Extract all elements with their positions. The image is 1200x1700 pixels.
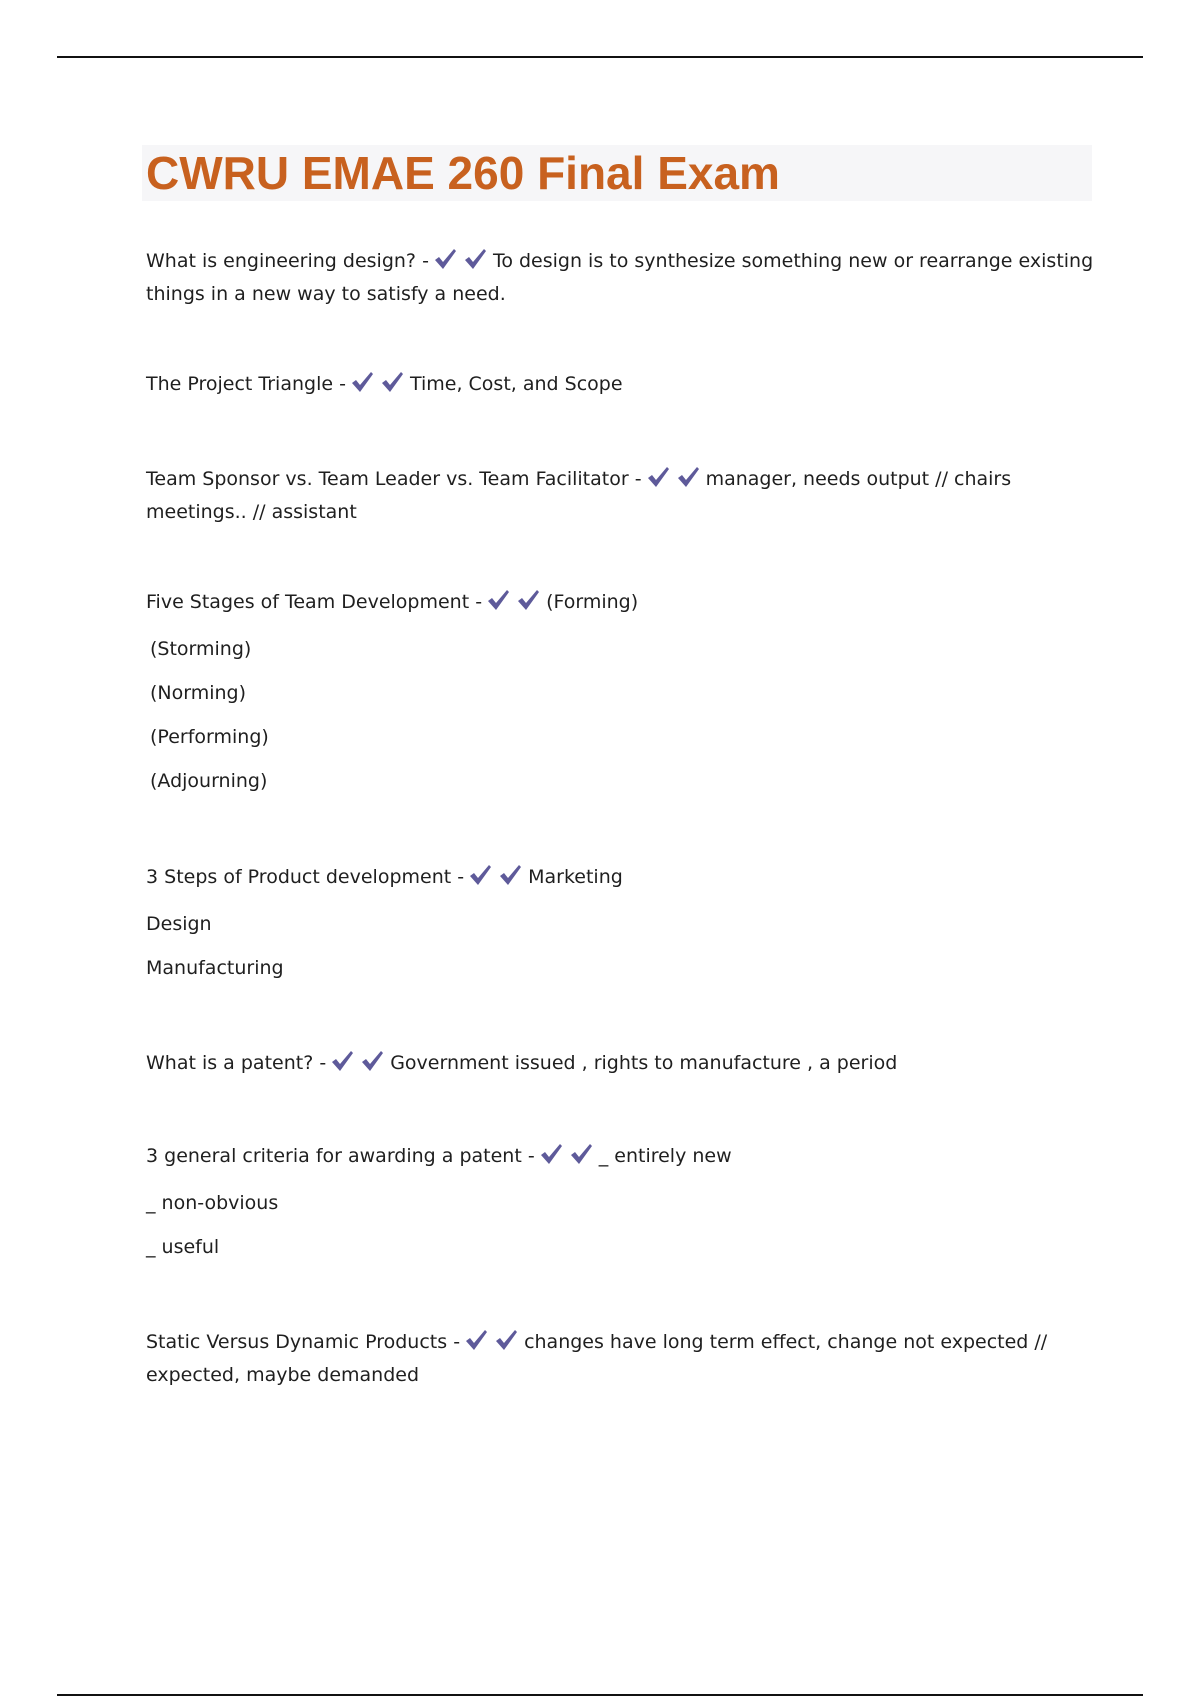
double-check-icon	[464, 1329, 520, 1360]
document-title: CWRU EMAE 260 Final Exam	[146, 147, 780, 199]
checkmark-shape	[352, 372, 373, 392]
question-text: What is a patent?	[146, 1052, 314, 1074]
checkmark-shape	[648, 467, 669, 487]
question-text: Five Stages of Team Development	[146, 591, 470, 613]
question-text: The Project Triangle	[146, 373, 334, 395]
checkmark-icon	[330, 1050, 354, 1072]
question-text: Team Sponsor vs. Team Leader vs. Team Facilitator	[146, 468, 629, 490]
checkmark-shape	[470, 865, 491, 885]
qa-main-line	[146, 587, 1096, 620]
answer-line: (Adjourning)	[150, 770, 268, 792]
checkmark-shape	[496, 1330, 517, 1350]
qa-item	[146, 587, 1096, 796]
checkmark-icon	[468, 864, 492, 886]
separator: -	[416, 250, 429, 272]
double-check-icon	[468, 864, 524, 895]
question-text: 3 Steps of Product development	[146, 866, 452, 888]
separator: -	[469, 591, 483, 613]
separator: -	[521, 1145, 535, 1167]
checkmark-icon	[360, 1050, 384, 1072]
qa-item	[146, 862, 1096, 983]
checkmark-icon	[516, 589, 540, 611]
qa-item	[146, 246, 1096, 309]
double-check-icon	[350, 371, 406, 402]
double-check-icon	[486, 589, 542, 620]
checkmark-shape	[465, 249, 486, 269]
answer-text: To design is to synthesize something new or rearrange existing things in a new way to satisfy a need.	[146, 250, 1094, 305]
answer-text: manager, needs output // chairs meetings.. // assistant	[146, 468, 1012, 523]
question-text: 3 general criteria for awarding a patent	[146, 1145, 522, 1167]
checkmark-icon	[463, 248, 487, 270]
separator: -	[313, 1052, 327, 1074]
separator: -	[451, 866, 465, 888]
qa-main-line	[146, 246, 1096, 309]
double-check-icon	[330, 1050, 386, 1081]
checkmark-shape	[435, 249, 456, 269]
separator: -	[447, 1331, 461, 1353]
answer-line: _ non-obvious	[146, 1192, 279, 1214]
qa-main-line	[146, 464, 1096, 527]
checkmark-shape	[332, 1051, 353, 1071]
answer-line: Design	[146, 913, 212, 935]
checkmark-icon	[498, 864, 522, 886]
checkmark-icon	[646, 466, 670, 488]
answer-line: Manufacturing	[146, 957, 284, 979]
double-check-icon	[433, 248, 489, 279]
bottom-rule	[57, 1694, 1143, 1696]
checkmark-shape	[571, 1144, 592, 1164]
question-text: What is engineering design?	[146, 250, 417, 272]
checkmark-shape	[382, 372, 403, 392]
checkmark-icon	[676, 466, 700, 488]
checkmark-icon	[494, 1329, 518, 1351]
checkmark-shape	[362, 1051, 383, 1071]
checkmark-shape	[678, 467, 699, 487]
checkmark-icon	[464, 1329, 488, 1351]
answer-line: (Storming)	[150, 638, 252, 660]
answer-line: (Performing)	[150, 726, 269, 748]
checkmark-icon	[486, 589, 510, 611]
top-rule	[57, 56, 1143, 58]
qa-item	[146, 464, 1096, 527]
qa-item	[146, 1141, 1096, 1262]
checkmark-shape	[466, 1330, 487, 1350]
qa-main-line	[146, 1141, 1096, 1174]
answer-text: (Forming)	[546, 591, 639, 613]
question-text: Static Versus Dynamic Products	[146, 1331, 448, 1353]
checkmark-shape	[500, 865, 521, 885]
qa-item	[146, 1048, 1096, 1081]
qa-item	[146, 1327, 1096, 1390]
qa-main-line	[146, 1048, 1096, 1081]
separator: -	[333, 373, 346, 395]
checkmark-icon	[569, 1143, 593, 1165]
double-check-icon	[539, 1143, 595, 1174]
answer-text: Marketing	[528, 866, 623, 888]
answer-text: Government issued , rights to manufacture , a period	[390, 1052, 898, 1074]
separator: -	[628, 468, 642, 490]
answer-text: changes have long term effect, change not expected // expected, maybe demanded	[146, 1331, 1048, 1386]
qa-item	[146, 369, 1096, 402]
checkmark-icon	[539, 1143, 563, 1165]
checkmark-icon	[433, 248, 457, 270]
checkmark-icon	[380, 371, 404, 393]
answer-text: Time, Cost, and Scope	[409, 373, 623, 395]
answer-text: _ entirely new	[598, 1145, 732, 1167]
qa-main-line	[146, 369, 1096, 402]
qa-main-line	[146, 862, 1096, 895]
double-check-icon	[646, 466, 702, 497]
answer-line: (Norming)	[150, 682, 247, 704]
checkmark-shape	[488, 590, 509, 610]
checkmark-shape	[518, 590, 539, 610]
checkmark-shape	[541, 1144, 562, 1164]
answer-line: _ useful	[146, 1236, 220, 1258]
checkmark-icon	[350, 371, 374, 393]
qa-main-line	[146, 1327, 1096, 1390]
